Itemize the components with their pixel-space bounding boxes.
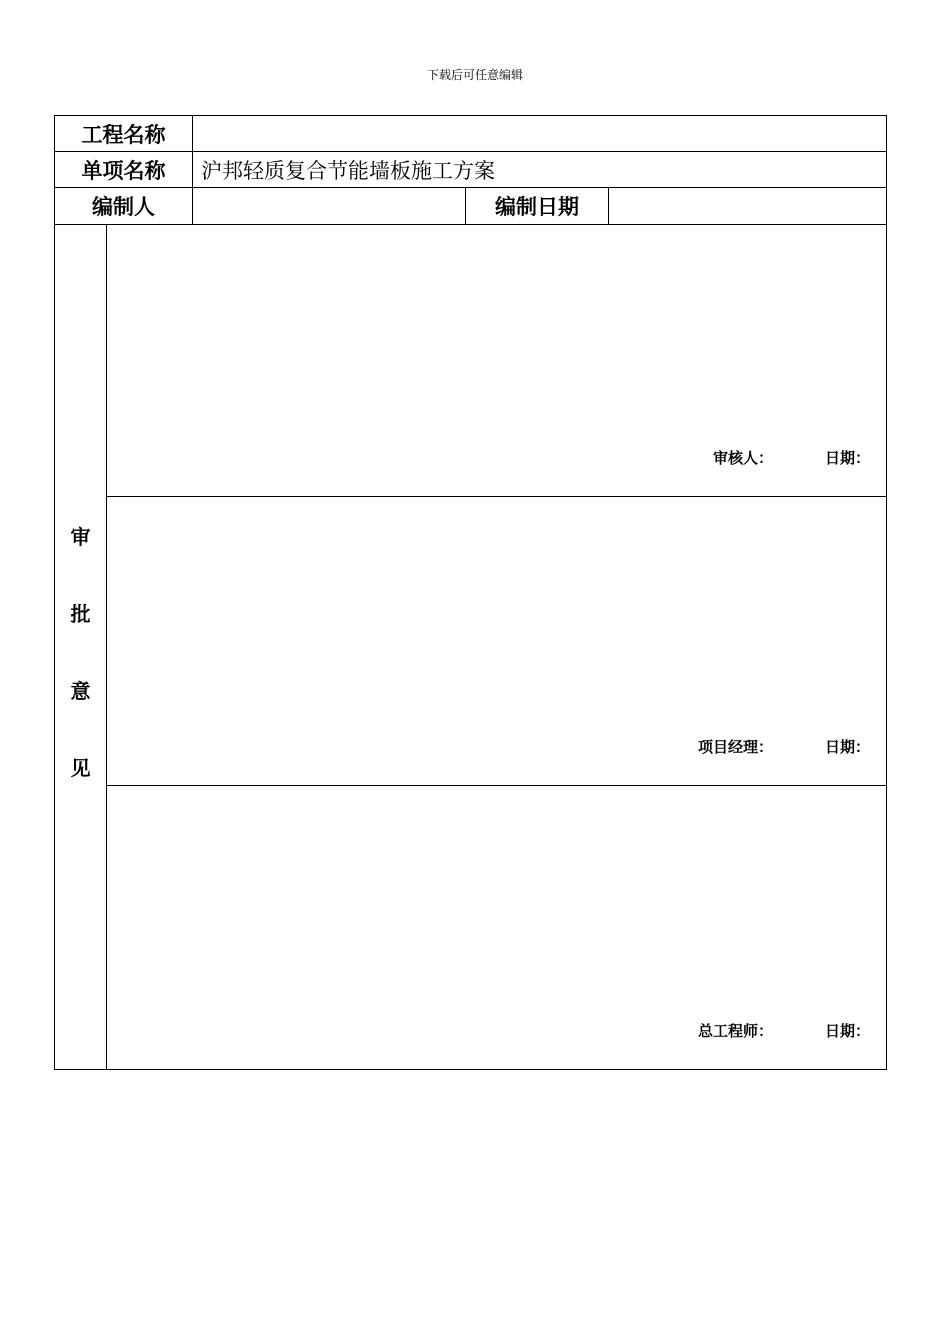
approval-form <box>54 115 887 1070</box>
row-project-name <box>55 116 887 152</box>
item-name-field[interactable]: 沪邦轻质复合节能墙板施工方案 <box>193 152 887 188</box>
row-review-1 <box>55 225 887 497</box>
item-name-label: 单项名称 <box>55 152 193 188</box>
project-manager-sign-line <box>663 736 870 757</box>
project-manager-label: 项目经理： <box>697 738 773 756</box>
chief-engineer-opinion-area[interactable] <box>107 786 887 1070</box>
date-field[interactable] <box>609 188 887 225</box>
reviewer-sign-line <box>663 447 870 468</box>
chief-engineer-label: 总工程师： <box>697 1022 773 1040</box>
project-manager-opinion-area[interactable] <box>107 497 887 786</box>
chief-engineer-date-label: 日期： <box>824 1022 870 1040</box>
project-manager-date-label: 日期： <box>824 738 870 756</box>
side-char: 见 <box>70 756 91 780</box>
row-item-name <box>55 152 887 188</box>
row-author <box>55 188 887 225</box>
reviewer-date-label: 日期： <box>824 449 870 467</box>
project-name-label: 工程名称 <box>55 116 193 152</box>
side-char: 批 <box>70 602 91 626</box>
reviewer-label: 审核人： <box>712 449 773 467</box>
row-review-3 <box>55 786 887 1070</box>
author-label: 编制人 <box>55 188 193 225</box>
chief-engineer-sign-line <box>663 1020 870 1041</box>
author-field[interactable] <box>193 188 466 225</box>
approval-opinion-label <box>55 225 107 1070</box>
project-name-field[interactable] <box>193 116 887 152</box>
side-char: 意 <box>70 679 91 703</box>
side-char: 审 <box>70 525 91 549</box>
reviewer-opinion-area[interactable] <box>107 225 887 497</box>
header-note: 下载后可任意编辑 <box>426 68 523 82</box>
date-label: 编制日期 <box>466 188 609 225</box>
row-review-2 <box>55 497 887 786</box>
